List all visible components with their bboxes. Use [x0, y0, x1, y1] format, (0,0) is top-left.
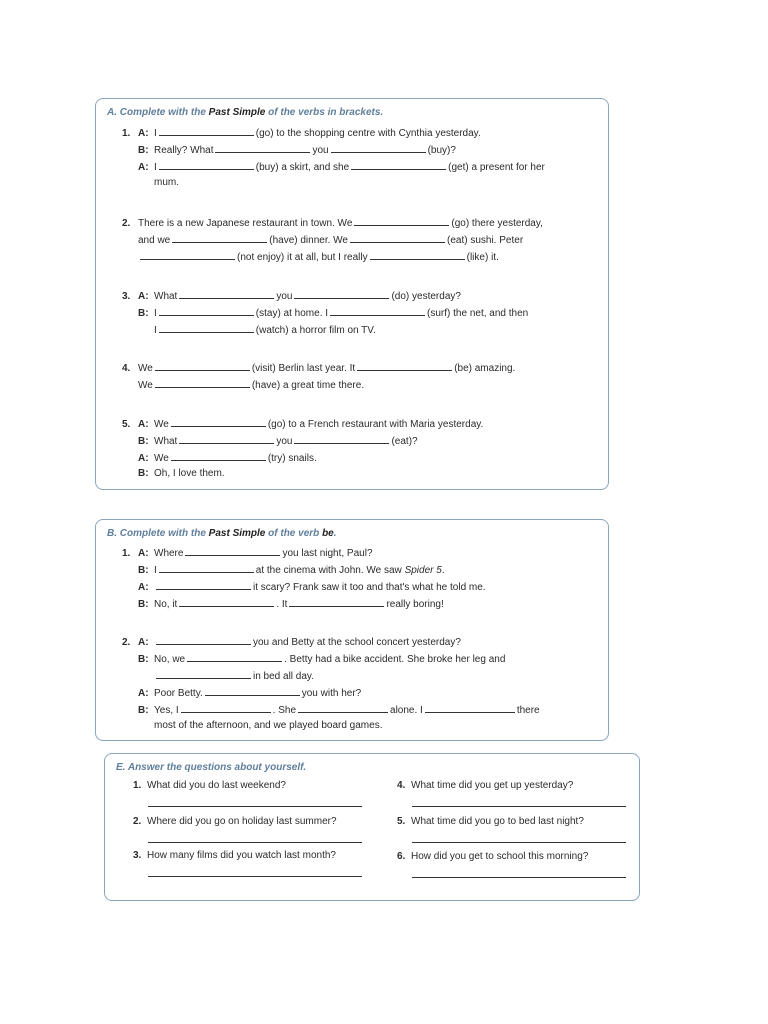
a5-line-2: B: What you (eat)? [138, 436, 418, 447]
answer-blank[interactable] [171, 417, 266, 427]
b2-line-2: B: No, we . Betty had a bike accident. She broke her leg and [138, 654, 506, 665]
a2-line-1: 2. There is a new Japanese restaurant in town. We (go) there yesterday, [122, 218, 543, 229]
question-1: 1. What did you do last weekend? [133, 780, 286, 791]
answer-line-2[interactable] [148, 842, 362, 843]
answer-blank[interactable] [171, 451, 266, 461]
exercise-e-heading: E. Answer the questions about yourself. [116, 762, 307, 773]
a1-line-2: B: Really? What you (buy)? [138, 145, 456, 156]
answer-blank[interactable] [354, 216, 449, 226]
answer-blank[interactable] [294, 289, 389, 299]
a2-line-3: (not enjoy) it at all, but I really (like) it. [138, 250, 499, 264]
b1-line-3: A: it scary? Frank saw it too and that's what he told me. [138, 582, 486, 593]
answer-line-3[interactable] [148, 876, 362, 877]
a5-line-3: A: We (try) snails. [138, 453, 317, 464]
answer-blank[interactable] [159, 160, 254, 170]
a3-line-1: 3. A: What you (do) yesterday? [122, 291, 461, 302]
b2-line-1: 2. A: you and Betty at the school concert yesterday? [122, 637, 461, 648]
answer-blank[interactable] [298, 703, 388, 713]
exercise-a-box [95, 98, 609, 490]
answer-blank[interactable] [159, 323, 254, 333]
a5-line-4: B: Oh, I love them. [138, 468, 225, 479]
answer-blank[interactable] [179, 597, 274, 607]
a5-line-1: 5. A: We (go) to a French restaurant with Maria yesterday. [122, 419, 484, 430]
b2-line-5: B: Yes, I . She alone. I there [138, 705, 540, 716]
a2-line-2: and we (have) dinner. We (eat) sushi. Peter [138, 235, 524, 246]
a1-line-1: 1. A: I (go) to the shopping centre with Cynthia yesterday. [122, 128, 481, 139]
answer-blank[interactable] [159, 563, 254, 573]
answer-blank[interactable] [331, 143, 426, 153]
answer-blank[interactable] [350, 233, 445, 243]
answer-line-1[interactable] [148, 806, 362, 807]
answer-blank[interactable] [289, 597, 384, 607]
a1-line-3: A: I (buy) a skirt, and she (get) a present for her [138, 162, 545, 173]
question-3: 3. How many films did you watch last month? [133, 850, 336, 861]
answer-blank[interactable] [330, 306, 425, 316]
answer-blank[interactable] [156, 635, 251, 645]
answer-blank[interactable] [370, 250, 465, 260]
answer-blank[interactable] [215, 143, 310, 153]
b2-line-4: A: Poor Betty. you with her? [138, 688, 362, 699]
question-6: 6. How did you get to school this morning? [397, 851, 589, 862]
answer-blank[interactable] [156, 669, 251, 679]
answer-blank[interactable] [187, 652, 282, 662]
answer-blank[interactable] [425, 703, 515, 713]
b2-line-3: in bed all day. [154, 669, 314, 683]
answer-blank[interactable] [140, 250, 235, 260]
exercise-b-heading: B. Complete with the Past Simple of the verb be. [107, 528, 337, 539]
answer-blank[interactable] [351, 160, 446, 170]
answer-line-5[interactable] [412, 842, 626, 843]
answer-blank[interactable] [205, 686, 300, 696]
question-5: 5. What time did you go to bed last night? [397, 816, 584, 827]
question-4: 4. What time did you get up yesterday? [397, 780, 574, 791]
answer-blank[interactable] [172, 233, 267, 243]
b1-line-1: 1. A: Where you last night, Paul? [122, 548, 373, 559]
exercise-e-box [104, 753, 640, 901]
answer-line-4[interactable] [412, 806, 626, 807]
question-2: 2. Where did you go on holiday last summer? [133, 816, 337, 827]
answer-blank[interactable] [159, 126, 254, 136]
exercise-a-heading: A. Complete with the Past Simple of the verbs in brackets. [107, 107, 384, 118]
answer-blank[interactable] [156, 580, 251, 590]
a3-line-2: B: I (stay) at home. I (surf) the net, and then [138, 308, 529, 319]
answer-blank[interactable] [159, 306, 254, 316]
a4-line-2: We (have) a great time there. [138, 380, 365, 391]
answer-blank[interactable] [155, 361, 250, 371]
answer-line-6[interactable] [412, 877, 626, 878]
answer-blank[interactable] [181, 703, 271, 713]
b2-line-6: most of the afternoon, and we played board games. [154, 720, 383, 731]
answer-blank[interactable] [185, 546, 280, 556]
a4-line-1: 4. We (visit) Berlin last year. It (be) amazing. [122, 363, 516, 374]
answer-blank[interactable] [179, 289, 274, 299]
a3-line-3: I (watch) a horror film on TV. [154, 325, 376, 336]
answer-blank[interactable] [357, 361, 452, 371]
exercise-b-box [95, 519, 609, 741]
b1-line-4: B: No, it . It really boring! [138, 599, 444, 610]
b1-line-2: B: I at the cinema with John. We saw Spider 5. [138, 565, 445, 576]
answer-blank[interactable] [179, 434, 274, 444]
answer-blank[interactable] [155, 378, 250, 388]
a1-line-4: mum. [154, 177, 179, 188]
answer-blank[interactable] [294, 434, 389, 444]
